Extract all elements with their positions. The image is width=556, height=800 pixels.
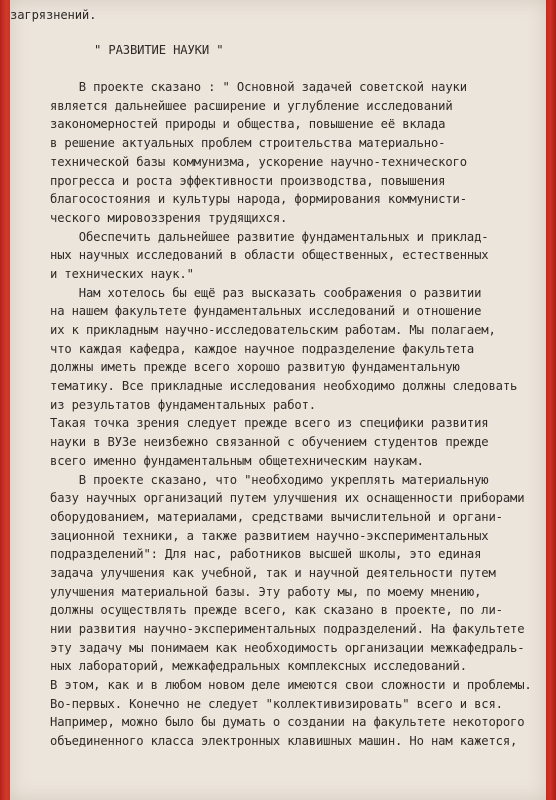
text-line: из результатов фундаментальных работ. (50, 397, 316, 412)
text-line: закономерностей природы и общества, повышение её вклада (50, 117, 446, 132)
text-line: Например, можно было бы думать о создании на факультете некоторого (50, 715, 525, 730)
text-line: оборудованием, материалами, средствами вычислительной и органи- (50, 509, 503, 524)
text-line: В проекте сказано : " Основной задачей советской науки (50, 80, 467, 95)
text-line: тематику. Все прикладные исследования необходимо должны следовать (50, 379, 518, 394)
text-line: эту задачу мы понимаем как необходимость организации межкафедраль- (50, 640, 525, 655)
text-line: улучшения материальной базы. Эту работу мы, по моему мнению, (50, 584, 482, 599)
text-line: в решение актуальных проблем строительства материально- (50, 136, 446, 151)
text-line: объединенного класса электронных клавишных машин. Но нам кажется, (50, 734, 518, 749)
text-line: ческого мировоззрения трудящихся. (50, 210, 288, 225)
paper-sheet (10, 0, 546, 800)
text-line: должны осуществлять прежде всего, как сказано в проекте, по ли- (50, 603, 503, 618)
text-line: и технических наук." (50, 266, 194, 281)
text-line: технической базы коммунизма, ускорение научно-технического (50, 154, 467, 169)
body-text (50, 78, 544, 751)
text-line: благосостояния и культуры народа, формирования коммунисти- (50, 192, 467, 207)
text-line: Обеспечить дальнейшее развитие фундаментальных и приклад- (50, 229, 489, 244)
text-line: должны иметь прежде всего хорошо развитую фундаментальную (50, 360, 460, 375)
text-line: зационной техники, а также развитием научно-экспериментальных (50, 528, 489, 543)
text-line: всего именно фундаментальным общетехническим наукам. (50, 453, 424, 468)
text-line: задача улучшения как учебной, так и научной деятельности путем (50, 565, 496, 580)
typewritten-text (10, 6, 544, 751)
text-line: на нашем факультете фундаментальных исследований и отношение (50, 304, 482, 319)
text-line: ных лабораторий, межкафедральных комплексных исследований. (50, 659, 467, 674)
text-line: их к прикладным научно-исследовательским работам. Мы полагаем, (50, 323, 496, 337)
previous-page-fragment: загрязнений. (10, 8, 97, 22)
text-line: подразделений": Для нас, работников высшей школы, это единая (50, 547, 482, 562)
text-line: В этом, как и в любом новом деле имеются свои сложности и проблемы. (50, 678, 532, 693)
section-title: " РАЗВИТИЕ НАУКИ " (94, 42, 224, 57)
text-line: Во-первых. Конечно не следует "коллективизировать" всего и вся. (50, 696, 503, 711)
text-line: В проекте сказано, что "необходимо укреплять материальную (50, 472, 489, 487)
text-line: Такая точка зрения следует прежде всего из специфики развития (50, 416, 489, 431)
text-line: ных научных исследований в области общественных, естественных (50, 248, 489, 263)
text-line: Нам хотелось бы ещё раз высказать соображения о развитии (50, 285, 482, 300)
text-line: базу научных организаций путем улучшения их оснащенности приборами (50, 491, 525, 506)
text-line: науки в ВУЗе неизбежно связанной с обучением студентов прежде (50, 435, 489, 450)
text-line: что каждая кафедра, каждое научное подразделение факультета (50, 341, 475, 356)
text-line: нии развития научно-экспериментальных подразделений. На факультете (50, 622, 525, 636)
text-line: прогресса и роста эффективности производства, повышения (50, 173, 446, 188)
text-line: является дальнейшее расширение и углубление исследований (50, 98, 453, 113)
